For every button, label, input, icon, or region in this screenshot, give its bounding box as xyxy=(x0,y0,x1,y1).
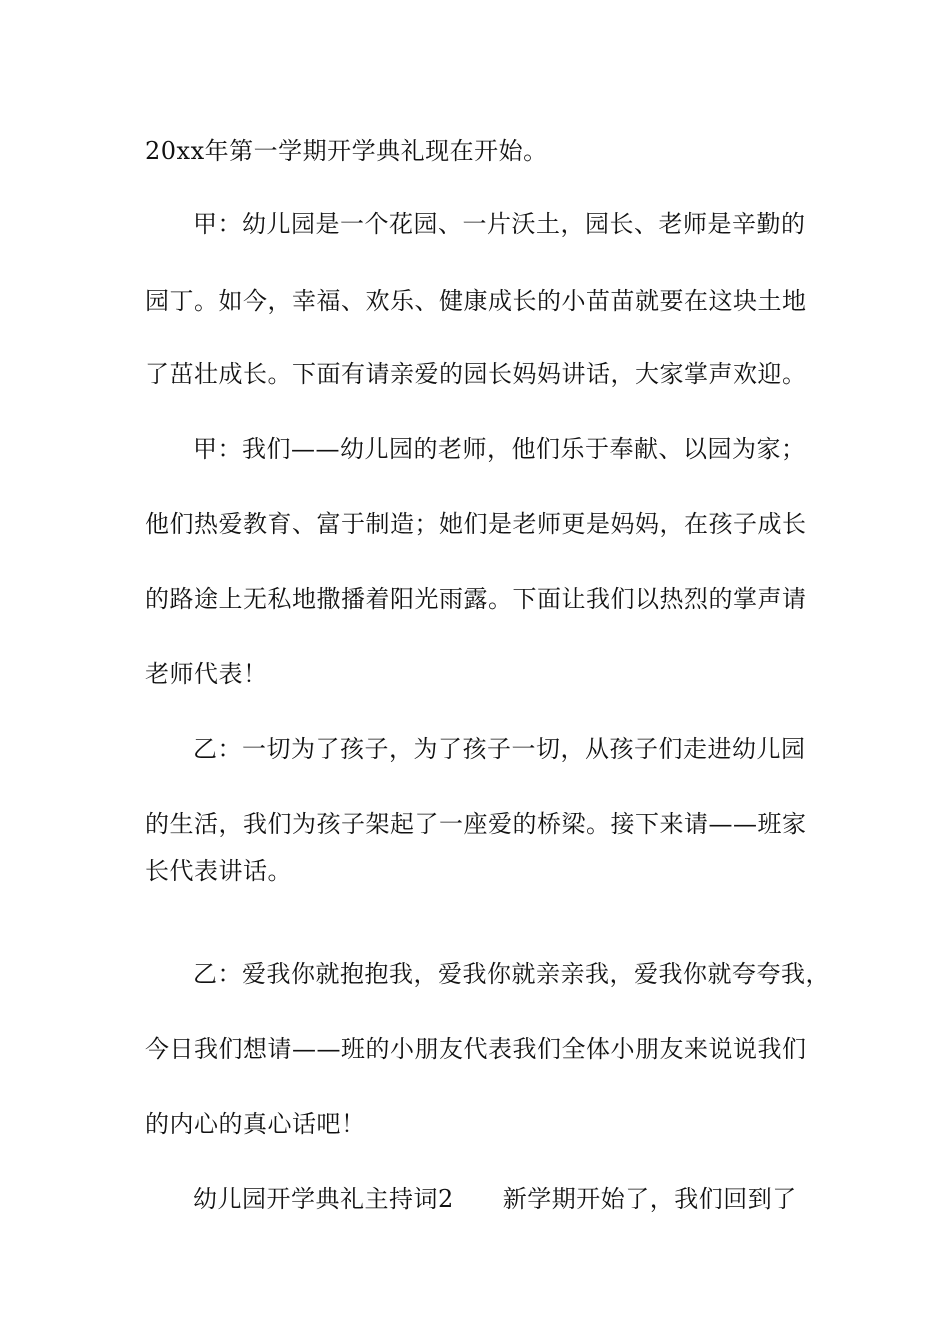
paragraph-first-line: 幼儿园开学典礼主持词2 新学期开始了，我们回到了 xyxy=(193,1185,797,1213)
paragraph-first-line: 甲：幼儿园是一个花园、一片沃土，园长、老师是辛勤的 xyxy=(193,210,806,238)
text-line: 长代表讲话。 xyxy=(145,857,292,885)
text-line: 今日我们想请——班的小朋友代表我们全体小朋友来说说我们 xyxy=(145,1035,807,1063)
paragraph-first-line: 甲：我们——幼儿园的老师，他们乐于奉献、以园为家； xyxy=(193,435,806,463)
text-line: 老师代表！ xyxy=(145,660,268,688)
paragraph-first-line: 乙：一切为了孩子，为了孩子一切，从孩子们走进幼儿园 xyxy=(193,735,806,763)
text-line: 园丁。如今，幸福、欢乐、健康成长的小苗苗就要在这块土地 xyxy=(145,287,807,315)
text-line: 的生活，我们为孩子架起了一座爱的桥梁。接下来请——班家 xyxy=(145,810,807,838)
text-line: 他们热爱教育、富于制造；她们是老师更是妈妈，在孩子成长 xyxy=(145,510,807,538)
text-line: 了茁壮成长。下面有请亲爱的园长妈妈讲话，大家掌声欢迎。 xyxy=(145,360,807,388)
paragraph-first-line: 乙：爱我你就抱抱我，爱我你就亲亲我，爱我你就夸夸我， xyxy=(193,960,830,988)
text-line: 的内心的真心话吧！ xyxy=(145,1110,366,1138)
text-line: 的路途上无私地撒播着阳光雨露。下面让我们以热烈的掌声请 xyxy=(145,585,807,613)
text-line: 20xx年第一学期开学典礼现在开始。 xyxy=(145,137,548,165)
